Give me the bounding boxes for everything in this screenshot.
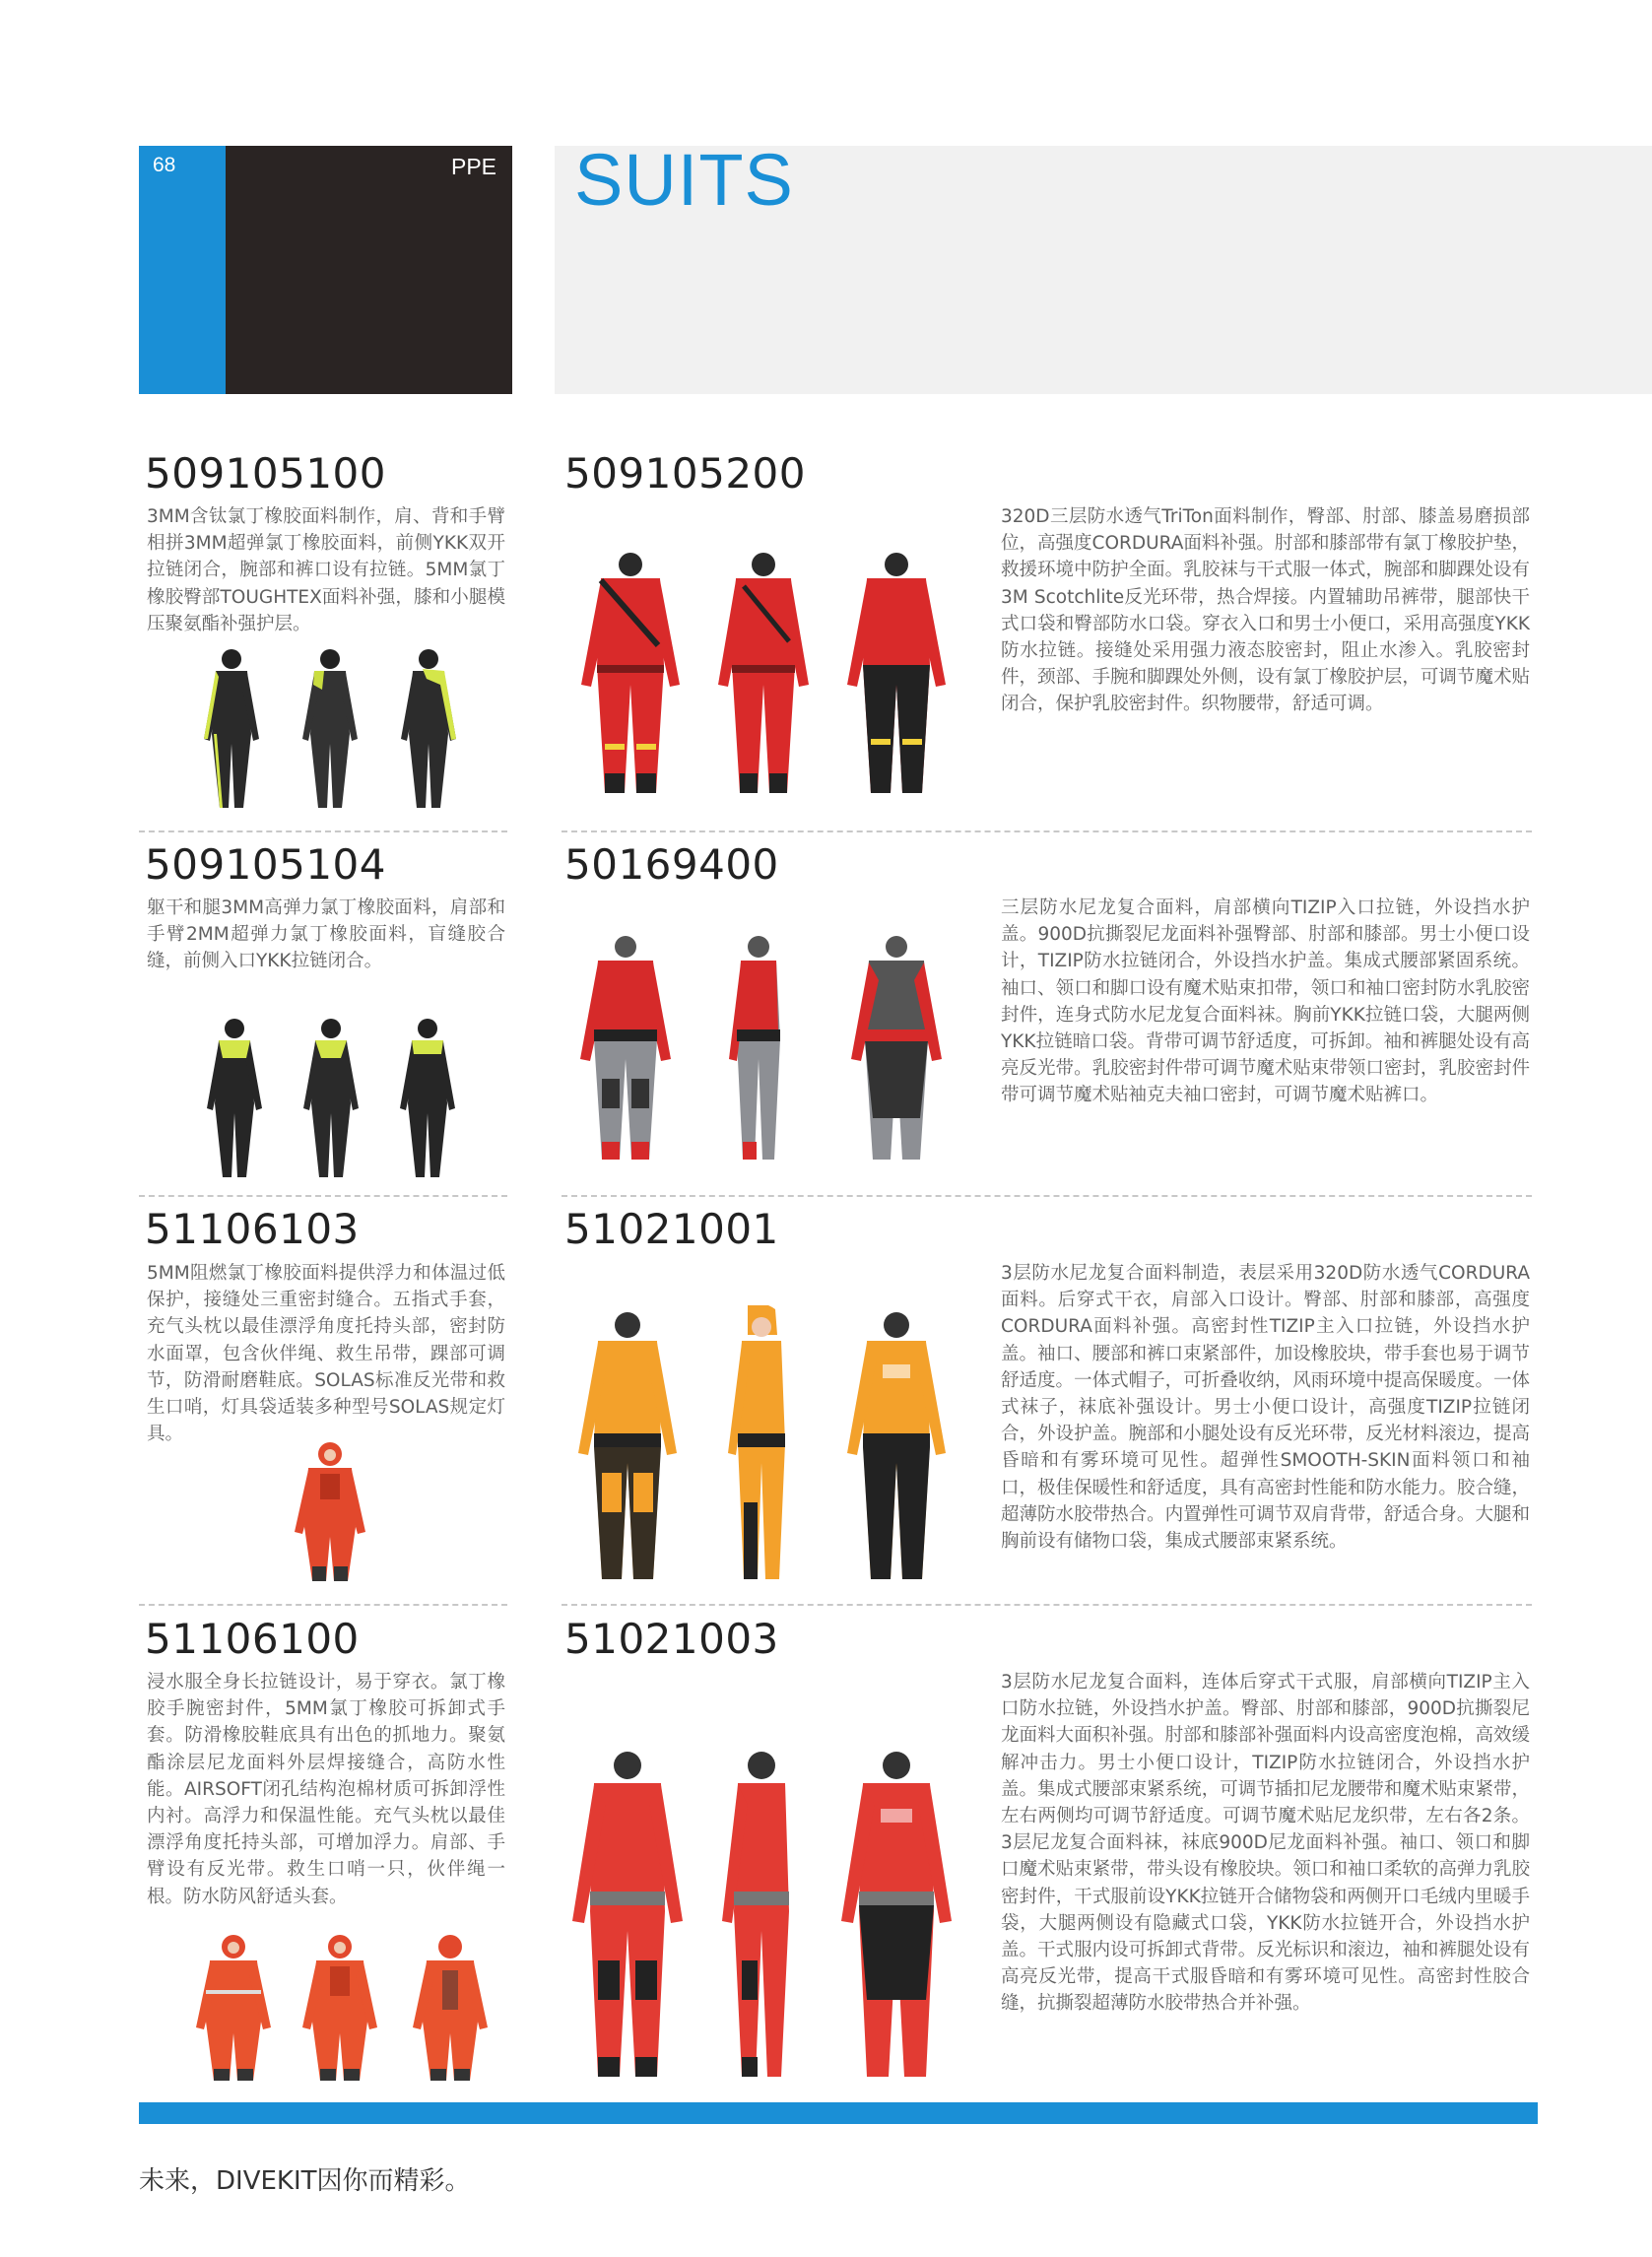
divider xyxy=(139,830,507,832)
product-image-nylon-drysuits xyxy=(557,931,970,1167)
drysuit-figure xyxy=(728,1305,785,1579)
divider xyxy=(139,1604,507,1606)
product-code: 509105200 xyxy=(564,449,806,498)
product-image-immersion-suit xyxy=(286,1438,374,1586)
divider xyxy=(139,1195,507,1197)
product-image-orange-drysuits xyxy=(557,1305,970,1586)
header-section-block xyxy=(226,146,512,394)
drysuit-figure xyxy=(581,553,680,793)
product-description: 躯干和腿3MM高弹力氯丁橡胶面料，肩部和手臂2MM超弹力氯丁橡胶面料，盲缝胶合缝，前侧入口YKK拉链闭合。 xyxy=(147,897,505,972)
product-code: 51021001 xyxy=(564,1205,779,1253)
divider xyxy=(562,1195,1532,1197)
section-label: PPE xyxy=(451,154,497,179)
product-code: 51106103 xyxy=(145,1205,360,1253)
immersion-suit-figure xyxy=(295,1442,365,1581)
drysuit-figure xyxy=(722,1752,789,2077)
product-code: 51021003 xyxy=(564,1615,779,1663)
product-code: 509105100 xyxy=(145,449,386,498)
wetsuit-figure xyxy=(303,1019,359,1177)
product-image-wetsuits xyxy=(187,645,493,813)
drysuit-figure xyxy=(718,553,809,793)
immersion-suit-figure xyxy=(196,1935,271,2081)
divider xyxy=(562,1604,1532,1606)
wetsuit-figure xyxy=(401,649,456,808)
drysuit-figure xyxy=(729,936,780,1160)
wetsuit-figure xyxy=(302,649,358,808)
product-description: 浸水服全身长拉链设计，易于穿衣。氯丁橡胶手腕密封件，5MM氯丁橡胶可拆卸式手套。防滑橡胶鞋底具有出色的抓地力。聚氨酯涂层尼龙面料外层焊接缝合，高防水性能。AIRSOFT闭孔结构泡棉材质可拆卸浮性内衬。高浮力和保温性能。充气头枕以最佳漂浮角度托持头部，可增加浮力。肩部、手臂设有反光带。救生口哨一只，伙伴绳一根。防水防风舒适头套。 xyxy=(147,1672,505,1907)
page-number: 68 xyxy=(153,154,176,176)
product-description: 三层防水尼龙复合面料，肩部横向TIZIP入口拉链，外设挡水护盖。900D抗撕裂尼龙面料补强臀部、肘部和膝部。男士小便口设计，TIZIP防水拉链闭合，外设挡水护盖。集成式腰部紧固系统。袖口、领口和脚口设有魔术贴束扣带，领口和袖口密封防水乳胶密封件，连身式防水尼龙复合面料袜。胸前YKK拉链口袋，大腿两侧YKK拉链暗口袋。背带可调节舒适度，可拆卸。袖和裤腿处设有高亮反光带。乳胶密封件带可调节魔术贴束带领口密封，乳胶密封件带可调节魔术贴袖克夫袖口密封，可调节魔术贴裤口。 xyxy=(1001,897,1530,1106)
drysuit-figure xyxy=(851,936,942,1160)
immersion-suit-figure xyxy=(413,1935,488,2081)
product-code: 51106100 xyxy=(145,1615,360,1663)
drysuit-figure xyxy=(847,1312,946,1579)
product-description: 3层防水尼龙复合面料制造，表层采用320D防水透气CORDURA面料。后穿式干衣，肩部入口设计。臀部、肘部和膝部，高强度CORDURA面料补强。高密封性TIZIP主入口拉链，外设挡水护盖。袖口、腰部和裤口束紧部件，加设橡胶块，带手套也易于调节舒适度。一体式帽子，可折叠收纳，风雨环境中提高保暖度。一体式袜子，袜底补强设计。男士小便口设计，高强度TIZIP拉链闭合，外设护盖。腕部和小腿处设有反光环带，反光材料滚边，提高昏暗和有雾环境可见性。超弹性SMOOTH-SKIN面料领口和袖口，极佳保暖性和舒适度，具有高密封性能和防水能力。胶合缝，超薄防水胶带热合。内置弹性可调节双肩背带，舒适合身。大腿和胸前设有储物口袋，集成式腰部束紧系统。 xyxy=(1001,1263,1530,1553)
wetsuit-figure xyxy=(207,1019,262,1177)
product-description: 320D三层防水透气TriTon面料制作，臀部、肘部、膝盖易磨损部位，高强度CORDURA面料补强。肘部和膝部带有氯丁橡胶护垫，救援环境中防护全面。乳胶袜与干式服一体式，腕部和脚踝处设有3M Scotchlite反光环带，热合焊接。内置辅助吊裤带，腿部快干式口袋和臀部防水口袋。穿衣入口和男士小便口，采用高强度YKK防水拉链。接缝处采用强力液态胶密封，阻止水渗入。乳胶密封件，颈部、手腕和脚踝处外侧，设有氯丁橡胶护层，可调节魔术贴闭合，保护乳胶密封件。织物腰带，舒适可调。 xyxy=(1001,506,1530,715)
footer-slogan: 未来，DIVEKIT因你而精彩。 xyxy=(139,2166,471,2196)
drysuit-figure xyxy=(578,1312,677,1579)
immersion-suit-figure xyxy=(302,1935,377,2081)
drysuit-figure xyxy=(572,1752,683,2077)
drysuit-figure xyxy=(847,553,946,793)
drysuit-figure xyxy=(841,1752,952,2077)
product-image-wetsuits xyxy=(187,1015,493,1182)
product-description: 3MM含钛氯丁橡胶面料制作，肩、背和手臂相拼3MM超弹氯丁橡胶面料，前侧YKK双开拉链闭合，腕部和裤口设有拉链。5MM氯丁橡胶臀部TOUGHTEX面料补强，膝和小腿模压聚氨酯补强护层。 xyxy=(147,506,505,634)
product-description: 3层防水尼龙复合面料，连体后穿式干式服，肩部横向TIZIP主入口防水拉链，外设挡水护盖。臀部、肘部和膝部，900D抗撕裂尼龙面料大面积补强。肘部和膝部补强面料内设高密度泡棉，高效缓解冲击力。男士小便口设计，TIZIP防水拉链闭合，外设挡水护盖。集成式腰部束紧系统，可调节插扣尼龙腰带和魔术贴束紧带，左右两侧均可调节舒适度。可调节魔术贴尼龙织带，左右各2条。3层尼龙复合面料袜，袜底900D尼龙面料补强。袖口、领口和脚口魔术贴束紧带，带头设有橡胶块。领口和袖口柔软的高弹力乳胶密封件，干式服前设YKK拉链开合储物袋和两侧开口毛绒内里暖手袋，大腿两侧设有隐藏式口袋，YKK防水拉链开合，外设挡水护盖。干式服内设可拆卸式背带。反光标识和滚边，袖和裤腿处设有高亮反光带，提高干式服昏暗和有雾环境可见性。高密封性胶合缝，抗撕裂超薄防水胶带热合并补强。 xyxy=(1001,1672,1530,2015)
page-title: SUITS xyxy=(574,139,794,221)
drysuit-figure xyxy=(580,936,671,1160)
footer-accent-bar xyxy=(139,2102,1538,2124)
product-code: 50169400 xyxy=(564,840,779,889)
wetsuit-figure xyxy=(400,1019,455,1177)
product-image-rescue-drysuits xyxy=(566,547,960,803)
product-image-red-drysuits xyxy=(557,1744,970,2084)
product-code: 509105104 xyxy=(145,840,386,889)
divider xyxy=(562,830,1532,832)
product-image-immersion-suits xyxy=(192,1931,497,2089)
wetsuit-figure xyxy=(204,649,259,808)
product-description: 5MM阻燃氯丁橡胶面料提供浮力和体温过低保护，接缝处三重密封缝合。五指式手套，充气头枕以最佳漂浮角度托持头部，密封防水面罩，包含伙伴绳、救生吊带，踝部可调节，防滑耐磨鞋底。SOLAS标准反光带和救生口哨，灯具袋适装多种型号SOLAS规定灯具。 xyxy=(147,1263,505,1445)
header-accent-bar xyxy=(139,146,226,394)
